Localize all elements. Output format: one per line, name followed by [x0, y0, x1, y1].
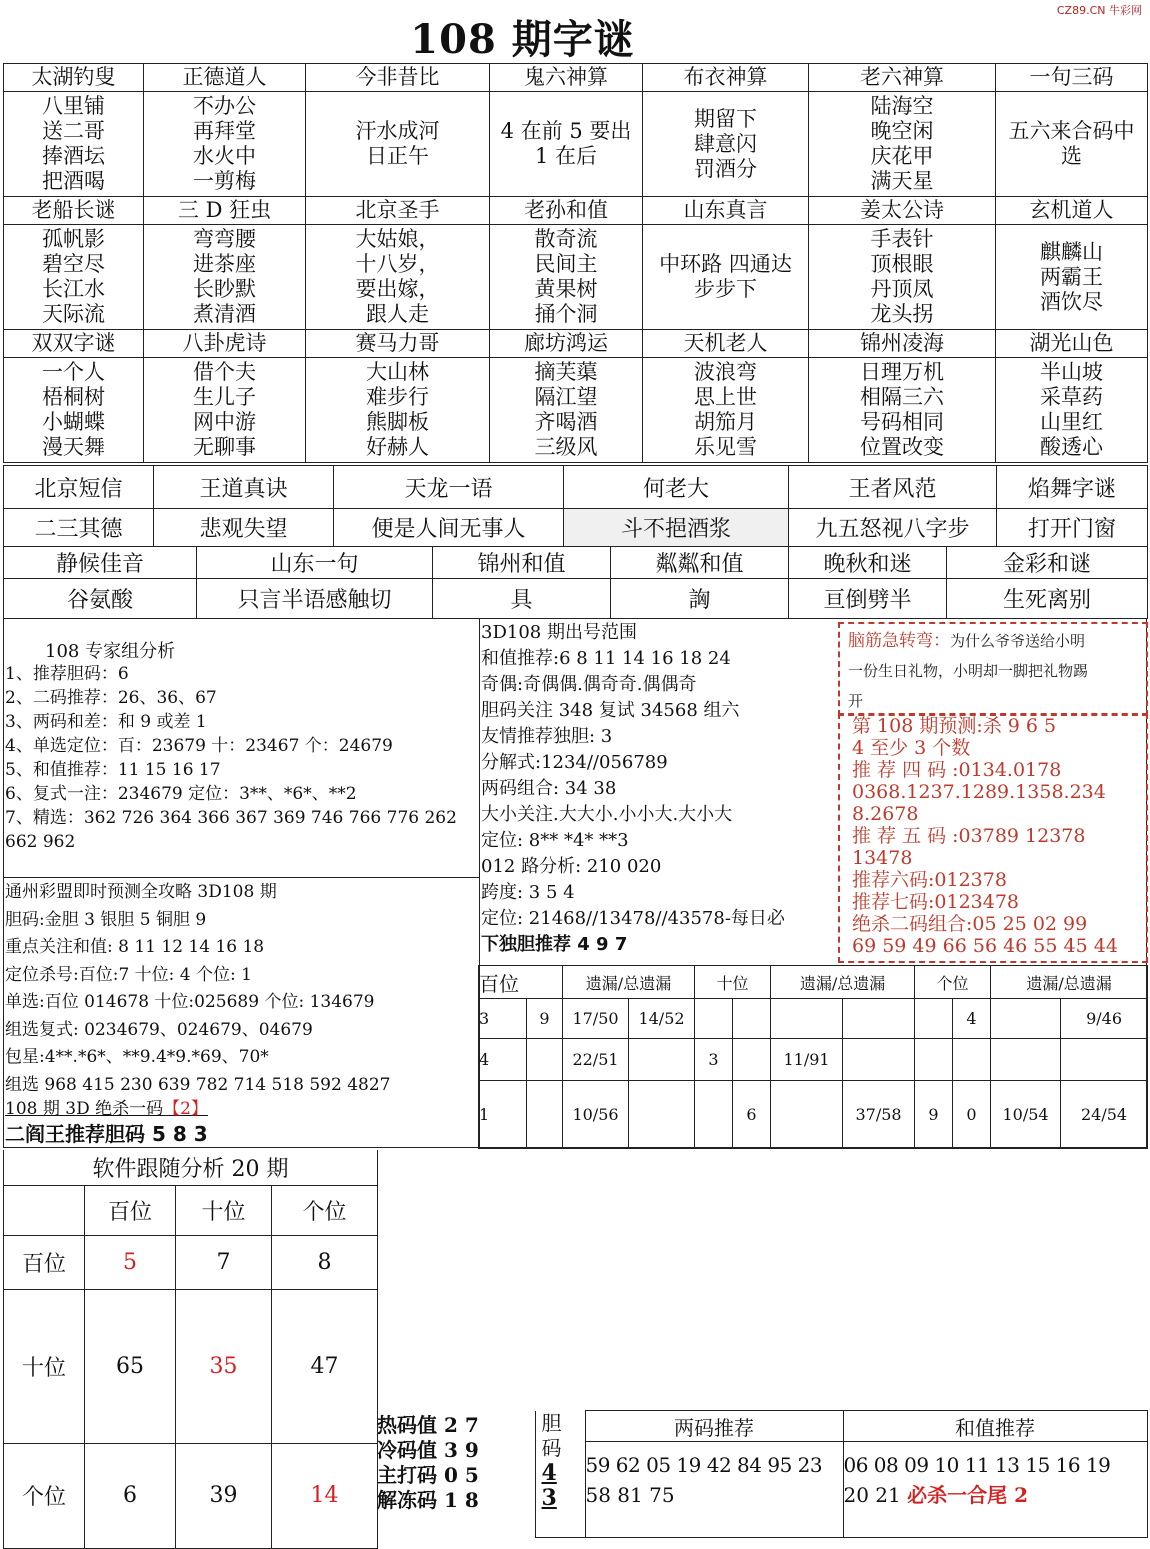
- omission-cell: [733, 1039, 771, 1081]
- grid-cell: [643, 225, 809, 330]
- grid-cell-line: 选: [1061, 144, 1082, 168]
- forecast-line: 8.2678: [852, 803, 919, 825]
- grid-header: 布衣神算: [643, 64, 809, 92]
- grid-cell-line: 漫天舞: [42, 435, 105, 459]
- grid-cell-line: 水火中: [193, 144, 256, 168]
- omission-header: 十位: [695, 966, 771, 999]
- sum-line-2a: 20 21: [843, 1483, 901, 1507]
- code-values: [377, 1411, 535, 1538]
- grid-cell-line: 汗水成河: [355, 119, 440, 143]
- expert-line: 662 962: [5, 832, 76, 852]
- tongzhou-line: 包星:4**.*6*、**9.4*9.*69、70*: [5, 1047, 269, 1067]
- bar-cell: 晚秋和迷: [789, 547, 947, 579]
- omission-header: 百位: [479, 966, 563, 999]
- omission-cell: 24/54: [1061, 1081, 1148, 1149]
- omission-cell: 4: [479, 1039, 527, 1081]
- software-col-header: 百位: [85, 1185, 176, 1235]
- software-value: 6: [85, 1443, 176, 1548]
- grid-cell-line: 步步下: [694, 277, 757, 301]
- range-line: 跨度: 3 5 4: [481, 882, 575, 903]
- grid-cell-line: 一个人: [42, 360, 105, 384]
- bar-row-2: [3, 508, 1148, 547]
- grid-cell: [490, 92, 643, 197]
- grid-cell: [643, 358, 809, 463]
- hot-code: 热码值 2 7: [377, 1412, 479, 1437]
- grid-cell-line: 隔江望: [534, 385, 598, 409]
- omission-cell: [629, 1039, 695, 1081]
- grid-cell-line: 熊脚板: [366, 410, 429, 434]
- riddle-grid: [3, 63, 1148, 463]
- grid-cell-line: 进茶座: [193, 252, 256, 276]
- software-col-header: 个位: [272, 1185, 378, 1235]
- grid-cell-line: 把酒喝: [42, 169, 105, 193]
- software-value: 65: [85, 1289, 176, 1443]
- grid-cell: [809, 92, 996, 197]
- omission-cell: [771, 999, 843, 1039]
- grid-header: 山东真言: [643, 197, 809, 225]
- grid-cell-line: 相隔三六: [860, 385, 944, 409]
- omission-cell: [733, 999, 771, 1039]
- grid-cell-line: 捧酒坛: [42, 144, 105, 168]
- grid-cell-line: 民间主: [534, 252, 598, 276]
- forecast-line: 绝杀二码组合:05 25 02 99: [852, 913, 1088, 935]
- page-title: 108 期字谜: [410, 16, 635, 63]
- tongzhou-line: 重点关注和值: 8 11 12 14 16 18: [5, 937, 265, 957]
- tongzhou-line: 胆码:金胆 3 银胆 5 铜胆 9: [5, 909, 207, 930]
- software-row-label: 个位: [4, 1443, 85, 1548]
- grid-cell-line: 丹顶凤: [870, 277, 934, 301]
- grid-header: 廊坊鸿运: [490, 330, 643, 358]
- omission-cell: 10/56: [563, 1081, 629, 1149]
- grid-cell: [4, 92, 144, 197]
- bar-cell: 九五怒视八字步: [789, 509, 997, 547]
- grid-cell-line: 捅个洞: [534, 302, 598, 326]
- omission-cell: 37/58: [843, 1081, 915, 1149]
- kill-one-line: [5, 1097, 208, 1121]
- grid-cell-line: 无聊事: [193, 435, 256, 459]
- omission-cell: 9: [915, 1081, 953, 1149]
- grid-cell-line: 十八岁，: [355, 252, 440, 276]
- grid-cell-line: 半山坡: [1040, 360, 1103, 384]
- bar-cell: 二三其德: [4, 509, 154, 547]
- grid-cell: [306, 358, 490, 463]
- forecast-line: 推荐七码:0123478: [852, 891, 1020, 913]
- grid-cell-line: 大山林: [366, 360, 429, 384]
- omission-cell: [915, 1039, 953, 1081]
- grid-cell-line: 摘芙蕖: [534, 360, 598, 384]
- dan-1: 4: [541, 1459, 557, 1486]
- grid-cell-line: 小蝴蝶: [42, 410, 105, 434]
- range-line: 友情推荐独胆: 3: [481, 726, 613, 747]
- grid-header: 三 D 狂虫: [144, 197, 306, 225]
- bar-row-3: [3, 546, 1148, 579]
- expert-line: 7、精选：362 726 364 366 367 369 746 766 776 262: [5, 808, 457, 828]
- forecast-line: 13478: [852, 847, 913, 869]
- main-code: 主打码 0 5: [377, 1462, 479, 1487]
- grid-header: 姜太公诗: [809, 197, 996, 225]
- bar-cell: 粼粼和值: [611, 547, 789, 579]
- riddle-text-1: 为什么爷爷送给小明: [950, 632, 1086, 650]
- sum-title: 和值推荐: [843, 1411, 1147, 1442]
- grid-cell-line: 日正午: [366, 144, 429, 168]
- two-line-1: 59 62 05 19 42 84 95 23: [585, 1453, 823, 1477]
- omission-cell: 9/46: [1061, 999, 1148, 1039]
- tongzhou-line: 组选 968 415 230 639 782 714 518 592 4827: [5, 1074, 391, 1095]
- grid-cell-line: 跟人走: [366, 302, 429, 326]
- bar-cell: 亘倒劈半: [789, 579, 947, 619]
- forecast-line: 推荐六码:012378: [852, 869, 1007, 891]
- tongzhou-line: 通州彩盟即时预测全攻略 3D108 期: [5, 882, 277, 902]
- grid-cell-line: 手表针: [870, 227, 934, 251]
- omission-cell: 3: [479, 999, 527, 1039]
- grid-header: 正德道人: [144, 64, 306, 92]
- grid-cell-line: 乐见雪: [694, 435, 757, 459]
- omission-cell: 17/50: [563, 999, 629, 1039]
- grid-cell: [4, 225, 144, 330]
- grid-cell-line: 送二哥: [42, 119, 105, 143]
- grid-cell-line: 好赫人: [366, 435, 429, 459]
- kill-value: 【2】: [163, 1099, 208, 1119]
- omission-cell: 9: [527, 999, 563, 1039]
- software-value: 35: [176, 1289, 272, 1443]
- grid-header: 玄机道人: [996, 197, 1148, 225]
- omission-cell: 10/54: [991, 1081, 1061, 1149]
- grid-cell: [4, 358, 144, 463]
- omission-cell: [991, 1039, 1061, 1081]
- bottom-panel: [377, 1410, 1148, 1538]
- riddle-text-2: 一份生日礼物，小明却一脚把礼物踢: [848, 662, 1089, 680]
- grid-cell-line: 1 在后: [534, 144, 598, 168]
- grid-cell-line: 满天星: [870, 169, 934, 193]
- grid-header: 一句三码: [996, 64, 1148, 92]
- omission-cell: [953, 1039, 991, 1081]
- grid-cell-line: 弯弯腰: [193, 227, 256, 251]
- riddle-label: 脑筋急转弯：: [848, 631, 950, 651]
- grid-cell-line: 位置改变: [860, 435, 944, 459]
- software-value: 8: [272, 1235, 378, 1289]
- grid-cell: [809, 225, 996, 330]
- software-row-label: 十位: [4, 1289, 85, 1443]
- grid-cell: [643, 92, 809, 197]
- omission-cell: 6: [733, 1081, 771, 1149]
- grid-cell-line: 长眇默: [193, 277, 256, 301]
- grid-cell-line: 长江水: [42, 277, 105, 301]
- expert-line: 4、单选定位：百：23679 十：23467 个：24679: [5, 736, 393, 756]
- king-line: 二阎王推荐胆码 5 8 3: [5, 1122, 208, 1146]
- grid-header: 锦州凌海: [809, 330, 996, 358]
- omission-header: 个位: [915, 966, 991, 999]
- expert-line: 3、两码和差：和 9 或差 1: [5, 712, 207, 732]
- grid-header: 老六神算: [809, 64, 996, 92]
- omission-cell: [629, 1081, 695, 1149]
- grid-cell-line: 罚酒分: [694, 156, 757, 181]
- omission-cell: 11/91: [771, 1039, 843, 1081]
- bar-cell: 焰舞字谜: [997, 466, 1148, 509]
- grid-cell-line: 山里红: [1040, 410, 1103, 434]
- grid-cell-line: 齐喝酒: [534, 410, 598, 434]
- grid-cell-line: 煮清酒: [193, 302, 256, 326]
- omission-cell: [843, 1039, 915, 1081]
- grid-cell-line: 肆意闪: [694, 131, 757, 156]
- grid-cell: [996, 358, 1148, 463]
- grid-cell-line: 酸透心: [1040, 435, 1103, 459]
- range-line: 两码组合: 34 38: [481, 778, 617, 799]
- bar-cell: 便是人间无事人: [334, 509, 564, 547]
- software-value: 5: [85, 1235, 176, 1289]
- expert-line: 6、复式一注：234679 定位：3**、*6*、**2: [5, 784, 357, 804]
- grid-cell-line: 期留下: [694, 106, 757, 131]
- grid-cell: [996, 225, 1148, 330]
- bar-cell: 王者风范: [789, 466, 997, 509]
- grid-cell-line: 胡笳月: [694, 410, 757, 434]
- dan-2: 3: [541, 1484, 557, 1511]
- grid-cell: [306, 225, 490, 330]
- bar-cell: 打开门窗: [997, 509, 1148, 547]
- grid-header: 赛马力哥: [306, 330, 490, 358]
- grid-cell-line: 难步行: [366, 385, 429, 409]
- omission-cell: [695, 1081, 733, 1149]
- omission-cell: 0: [953, 1081, 991, 1149]
- grid-header: 老孙和值: [490, 197, 643, 225]
- bar-cell: 锦州和值: [433, 547, 611, 579]
- grid-cell-line: 酒饮尽: [1040, 289, 1103, 314]
- grid-cell-line: 再拜堂: [193, 119, 256, 143]
- grid-header: 老船长谜: [4, 197, 144, 225]
- software-col-header: 十位: [176, 1185, 272, 1235]
- omission-cell: [527, 1081, 563, 1149]
- expert-line: 1、推荐胆码：6: [5, 664, 129, 684]
- riddle-box: [838, 622, 1148, 716]
- grid-cell: [490, 225, 643, 330]
- grid-cell-line: 采草药: [1040, 385, 1103, 409]
- forecast-line: 4 至少 3 个数: [852, 737, 971, 759]
- bar-cell: 只言半语感触切: [197, 579, 433, 619]
- software-table: [3, 1150, 378, 1549]
- grid-header: 湖光山色: [996, 330, 1148, 358]
- dan-code: [535, 1411, 585, 1538]
- bar-cell: 谷氨酸: [4, 579, 197, 619]
- omission-cell: [1061, 1039, 1148, 1081]
- tongzhou-line: 定位杀号:百位:7 十位: 4 个位: 1: [5, 964, 252, 985]
- omission-cell: 1: [479, 1081, 527, 1149]
- grid-header: 天机老人: [643, 330, 809, 358]
- grid-cell-line: 天际流: [42, 302, 105, 326]
- cold-code: 冷码值 3 9: [377, 1437, 479, 1462]
- omission-cell: [915, 999, 953, 1039]
- grid-header: 北京圣手: [306, 197, 490, 225]
- free-code: 解冻码 1 8: [377, 1487, 479, 1512]
- two-line-2: 58 81 75: [585, 1483, 675, 1507]
- grid-cell-line: 中环路 四通达: [659, 252, 792, 276]
- forecast-line: 第 108 期预测:杀 9 6 5: [852, 715, 1057, 737]
- range-line: 分解式:1234//056789: [481, 752, 668, 773]
- software-corner: [4, 1185, 85, 1235]
- software-title: 软件跟随分析 20 期: [4, 1150, 378, 1185]
- grid-cell-line: 借个夫: [193, 360, 256, 384]
- range-line: 012 路分析: 210 020: [481, 856, 662, 877]
- grid-header: 鬼六神算: [490, 64, 643, 92]
- sum-line-2b: 必杀一合尾 2: [907, 1483, 1029, 1507]
- forecast-line: 0368.1237.1289.1358.234: [852, 781, 1106, 803]
- grid-cell-line: 龙头拐: [870, 302, 934, 326]
- grid-cell-line: 孤帆影: [42, 227, 105, 251]
- grid-cell-line: 号码相同: [860, 410, 944, 434]
- bar-cell: 詾: [611, 579, 789, 619]
- grid-cell: [809, 358, 996, 463]
- grid-cell-line: 庆花甲: [870, 144, 934, 168]
- grid-cell-line: 碧空尽: [42, 252, 105, 276]
- omission-cell: 4: [953, 999, 991, 1039]
- grid-cell: [996, 92, 1148, 197]
- grid-cell-line: 梧桐树: [42, 385, 105, 409]
- tongzhou-line: 组选复式: 0234679、024679、04679: [5, 1019, 313, 1040]
- bar-cell: 金彩和谜: [947, 547, 1148, 579]
- sum-values: [843, 1442, 1147, 1538]
- riddle-text-3: 开: [848, 692, 864, 710]
- grid-cell-line: 黄果树: [534, 277, 598, 301]
- range-line: 3D108 期出号范围: [481, 622, 637, 643]
- omission-cell: [843, 999, 915, 1039]
- software-row-label: 百位: [4, 1235, 85, 1289]
- expert-heading: 108 专家组分析: [45, 641, 176, 662]
- sum-line-1: 06 08 09 10 11 13 15 16 19: [843, 1453, 1111, 1477]
- grid-cell-line: 网中游: [193, 410, 256, 434]
- grid-cell-line: 麒麟山: [1040, 239, 1103, 264]
- omission-cell: [695, 999, 733, 1039]
- omission-cell: 22/51: [563, 1039, 629, 1081]
- omission-header: 遗漏/总遗漏: [991, 966, 1148, 999]
- brand-watermark[interactable]: CZ89.CN 牛彩网: [1056, 4, 1142, 17]
- grid-cell-line: 不办公: [193, 94, 256, 118]
- bar-cell: 斗不挹酒浆: [564, 509, 789, 547]
- software-value: 14: [272, 1443, 378, 1548]
- bar-cell: 山东一句: [197, 547, 433, 579]
- grid-cell-line: 五六来合码中: [1008, 119, 1135, 143]
- grid-cell-line: 波浪弯: [694, 360, 757, 384]
- omission-cell: 3: [695, 1039, 733, 1081]
- bar-cell: 具: [433, 579, 611, 619]
- grid-cell-line: 散奇流: [534, 227, 598, 251]
- omission-cell: [991, 999, 1061, 1039]
- grid-cell: [144, 92, 306, 197]
- grid-header: 八卦虎诗: [144, 330, 306, 358]
- bar-cell: 静候佳音: [4, 547, 197, 579]
- range-line: 定位: 21468//13478//43578-每日必: [481, 908, 785, 929]
- range-line: 胆码关注 348 复试 34568 组六: [481, 700, 740, 721]
- bar-cell: 何老大: [564, 466, 789, 509]
- tongzhou-line: 单选:百位 014678 十位:025689 个位: 134679: [5, 992, 375, 1012]
- bar-cell: 悲观失望: [154, 509, 334, 547]
- two-code-title: 两码推荐: [585, 1411, 843, 1442]
- bar-cell: 生死离别: [947, 579, 1148, 619]
- software-value: 39: [176, 1443, 272, 1548]
- grid-cell: [306, 92, 490, 197]
- grid-cell-line: 陆海空: [870, 94, 934, 118]
- expert-line: 2、二码推荐：26、36、67: [5, 688, 217, 708]
- bar-row-1: [3, 465, 1148, 509]
- range-line: 奇偶:奇偶偶.偶奇奇.偶偶奇: [481, 674, 697, 695]
- forecast-line: 推 荐 四 码 :0134.0178: [852, 759, 1062, 781]
- grid-cell-line: 日理万机: [860, 360, 944, 384]
- grid-cell-line: 生儿子: [193, 385, 256, 409]
- grid-cell-line: 要出嫁，: [355, 277, 440, 301]
- software-value: 7: [176, 1235, 272, 1289]
- grid-cell-line: 思上世: [694, 385, 757, 409]
- omission-header: 遗漏/总遗漏: [563, 966, 695, 999]
- grid-cell-line: 两霸王: [1040, 264, 1103, 289]
- bar-cell: 天龙一语: [334, 466, 564, 509]
- omission-cell: [527, 1039, 563, 1081]
- grid-cell-line: 晚空闲: [870, 119, 934, 143]
- bar-cell: 王道真诀: [154, 466, 334, 509]
- omission-cell: [771, 1081, 843, 1149]
- grid-header: 太湖钓叟: [4, 64, 144, 92]
- software-value: 47: [272, 1289, 378, 1443]
- grid-cell-line: 大姑娘，: [355, 227, 440, 251]
- bar-row-4: [3, 578, 1148, 619]
- grid-header: 今非昔比: [306, 64, 490, 92]
- forecast-line: 69 59 49 66 56 46 55 45 44: [852, 935, 1118, 957]
- two-code-values: [585, 1442, 843, 1538]
- grid-cell-line: 一剪梅: [193, 169, 256, 193]
- omission-header: 遗漏/总遗漏: [771, 966, 915, 999]
- grid-cell: [144, 225, 306, 330]
- grid-cell-line: 顶根眼: [870, 252, 934, 276]
- omission-table: [478, 965, 1148, 1149]
- kill-label: 108 期 3D 绝杀一码: [5, 1099, 164, 1119]
- forecast-line: 推 荐 五 码 :03789 12378: [852, 825, 1086, 847]
- grid-cell: [490, 358, 643, 463]
- grid-header: 双双字谜: [4, 330, 144, 358]
- range-line: 定位: 8** *4* **3: [481, 830, 629, 851]
- range-line: 下独胆推荐 4 9 7: [481, 934, 628, 955]
- grid-cell-line: 三级风: [534, 435, 598, 459]
- forecast-box: [838, 713, 1148, 963]
- expert-line: 5、和值推荐：11 15 16 17: [5, 760, 221, 780]
- dan-label: 胆码: [541, 1410, 562, 1460]
- range-line: 大小关注.大大小.小小大.大小大: [481, 804, 733, 825]
- range-line: 和值推荐:6 8 11 14 16 18 24: [481, 648, 731, 669]
- grid-cell-line: 八里铺: [42, 94, 105, 118]
- omission-cell: 14/52: [629, 999, 695, 1039]
- grid-cell: [144, 358, 306, 463]
- bar-cell: 北京短信: [4, 466, 154, 509]
- grid-cell-line: 4 在前 5 要出: [500, 119, 632, 143]
